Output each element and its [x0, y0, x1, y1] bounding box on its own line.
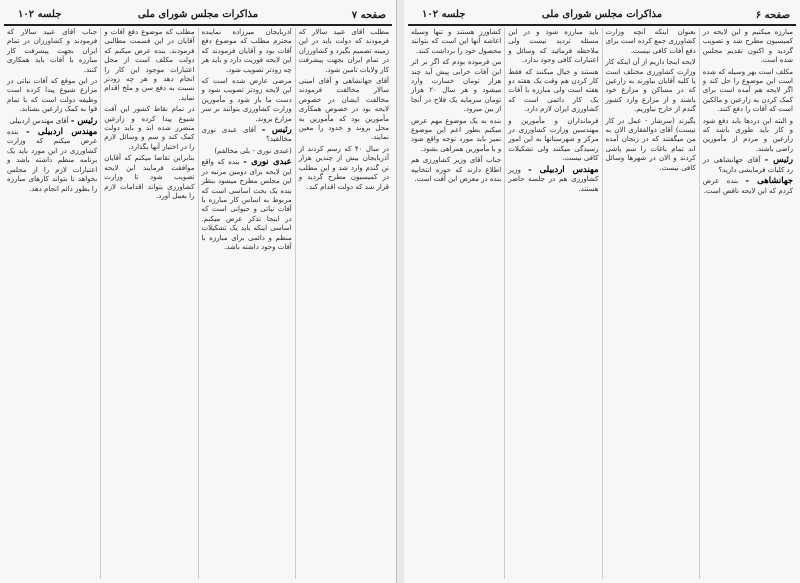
paragraph-text: مطلب آقای عبید سالار که فرمودند که دولت باید در این زمینه تصمیم بگیرد و کشاورزان در تمام ایران بجهت پیشرفت کار ولایات تامین شود. — [298, 28, 389, 74]
paragraph-text: بنده عرض میکنم که وزارت کشاورزی در این مورد باید یک برنامه منظم داشته باشد و اعتبارات لازم را از مجلس بخواهد تا بتواند کارهای مبارزه را بطور دائم انجام دهد. — [7, 128, 98, 193]
paragraph — [202, 126, 292, 145]
paragraph-text: مکلف است بهر وسیله که شده است این موضوع را حل کند و اگر لایحه هم آمده است برای کمک کردن به زارعین و مالکین است که آفات را دفع کنند. — [702, 67, 793, 114]
text-column — [699, 28, 796, 579]
paragraph — [7, 77, 97, 115]
paragraph-text: بنده عرض کردم که این لایحه ناقص است. — [702, 177, 793, 195]
paragraph — [299, 77, 389, 143]
text-column — [504, 28, 601, 579]
paragraph-text: بنده به یک موضوع مهم عرض میکنم بطور اعم این موضوع نمیر باید مورد توجه واقع شود و با مأمورین همراهی بشود. — [411, 116, 502, 153]
paragraph-text: مبارزه میکنیم و این لایحه در کمیسیون مطرح شد و تصویب گردید و اکنون تقدیم مجلس شده است. — [702, 28, 793, 65]
paragraph — [7, 128, 97, 194]
paragraph — [104, 105, 194, 152]
session-label: جلسه ۱۰۲ — [18, 9, 62, 20]
text-columns — [4, 28, 392, 579]
text-column — [198, 28, 295, 579]
paragraph-text: آذربایجان میرزاده نماینده محترم مطلب که موضوع دفع آفات بود و آقایان فرمودند که این لایحه فوریت دارد و باید هر چه زودتر تصویب شود. — [201, 28, 292, 74]
paragraph-text: در این موقع که آفات نباتی در مزارع شیوع پیدا کرده است وظیفه دولت است که با تمام قوا به کمک زارعین بشتابد. — [7, 77, 98, 114]
text-column — [100, 28, 197, 579]
paragraph — [104, 28, 194, 103]
text-column — [4, 28, 100, 579]
paragraph-text: آقای جهانشاهی در رد کلیات فرمایشی دارید؟ — [702, 156, 793, 174]
paragraph — [703, 28, 793, 66]
paragraph — [606, 117, 696, 173]
header-rule — [4, 24, 392, 26]
paragraph — [411, 58, 501, 114]
speaker-name: رئیس - — [70, 115, 98, 126]
paragraph — [7, 28, 97, 75]
speaker-name: عبدی نوری - — [243, 157, 292, 168]
speaker-name: جهانشاهی - — [745, 176, 793, 187]
paragraph — [703, 156, 793, 175]
publication-title: مذاکرات مجلس شورای ملی — [137, 9, 259, 20]
paragraph — [411, 28, 501, 56]
paragraph-text: وزیر کشاورزی هم در جلسه حاضر هستند. — [508, 165, 599, 193]
paragraph-text: در تمام نقاط کشور این آفت شیوع پیدا کرده و زارعین متضرر شده اند و باید دولت کمک کند و سم و وسائل لازم را در اختیار آنها بگذارد. — [104, 105, 195, 151]
speaker-name: رئیس - — [764, 155, 794, 166]
paragraph — [7, 117, 97, 126]
paragraph — [703, 68, 793, 115]
paragraph — [104, 154, 194, 201]
publication-title: مذاکرات مجلس شورای ملی — [541, 9, 663, 20]
paragraph — [703, 177, 793, 196]
paragraph-text: مطلب که موضوع دفع آفات و آقایان در این قسمت مطالبی فرمودند. بنده عرض میکنم که دولت مکلف است از محل اعتبارات موجود این کار را انجام دهد و هر چه زودتر نسبت به دفع سن و ملخ اقدام نماید. — [104, 28, 195, 102]
paragraph — [299, 28, 389, 75]
page-number: صفحه ۶ — [755, 10, 790, 21]
right-page — [404, 0, 800, 583]
speaker-name: مهندس اردبیلی - — [26, 127, 98, 138]
page-header — [408, 8, 796, 24]
page-header — [4, 8, 392, 24]
paragraph-text: هستند و خیال میکنند که فقط کار کردن هم وقت یک هفته دو هفته است ولی مبارزه با آفات یک کار دائمی است که کشاورزی ایران لازم دارد. — [508, 67, 599, 114]
paragraph — [508, 166, 598, 194]
speaker-name: رئیس - — [261, 125, 292, 136]
page-number: صفحه ۷ — [351, 10, 386, 21]
paragraph — [202, 77, 292, 124]
paragraph-text: (عبدی نوری - بلی مخالفم) — [214, 146, 292, 155]
speaker-name: مهندس اردبیلی - — [528, 164, 599, 175]
paragraph — [508, 28, 598, 66]
paragraph-text: آقای مهندس اردبیلی — [9, 116, 69, 125]
paragraph-text: مرضی عارض شده است که این لایحه زودتر تصویب شود و دست ما باز شود و مأمورین وزارت کشاورزی بتوانند بر سر مزارع بروند. — [201, 77, 292, 123]
paragraph-text: باید مبارزه شود و در این مسئله تردید نیست ولی ملاحظه فرمائید که وسائل و اعتبارات کافی وجود ندارد. — [508, 28, 599, 65]
paragraph-text: من فرموده بودم که اگر بر اثر این آفات خرابی پیش آید چند هزار تومان خسارت وارد میشود و هر سال ۲۰ هزار تومان سرمایه یک فلاح در آنجا از بین میرود. — [411, 58, 502, 114]
paragraph-text: بعنوان اینکه آنچه وزارت کشاورزی جمع کرده است برای دفع آفات کافی نیست. — [605, 28, 696, 55]
paragraph-text: جناب آقای عبید سالار که فرمودند و کشاورزان در تمام ایران بجهت پیشرفت کار مبارزه با آفات باید همکاری کنند. — [7, 28, 98, 74]
paragraph-text: و البته این دردها باید دفع شود و کار باید طوری باشد که زارعین و مردم از مأمورین راضی باشند. — [702, 116, 793, 153]
paragraph-text: بگیرند (سرشار - عمل در کار نیست) آقای ذوالفقاری الان به من میگفتند که در زنجان آمده اند تمام باغات را سم پاشی کردند و الان در شهرها وسائل کافی نیست. — [605, 116, 696, 172]
paragraph-text: جناب آقای وزیر کشاورزی هم اطلاع دارند که حوزه انتخابیه بنده در معرض این آفت است. — [411, 156, 502, 184]
paragraph — [299, 145, 389, 192]
text-columns — [408, 28, 796, 579]
paragraph-text: کشاورز هستند و تنها وسیله اعاشه آنها این است که بتوانند محصول خود را برداشت کنند. — [411, 28, 502, 55]
paragraph — [508, 117, 598, 164]
paragraph — [411, 117, 501, 155]
text-column — [602, 28, 699, 579]
paragraph — [606, 58, 696, 114]
paragraph — [202, 147, 292, 156]
paragraph-text: در سال ۴۰ که رسم کردند از آذربایجان بیش از چندین هزار تن گندم وارد شد و این مطلب در کمیسیون مطرح گردید و قرار شد که دولت اقدام کند. — [298, 144, 389, 191]
paragraph — [703, 117, 793, 155]
paragraph-text: بنده که واقع این لایحه برای دومین مرتبه در این مجلس مطرح میشود بنظر بنده یک بحث اساسی است که مربوط به اساس کار مبارزه با آفات نباتی و حیوانی است که در اینجا تذکر عرض میکنم. اساسی اینکه باید یک تشکیلات منظم و دائمی برای مبارزه با آفات وجود داشته باشد. — [201, 158, 292, 251]
paragraph — [606, 28, 696, 56]
paragraph-text: آقای جهانشاهی و آقای امینی سالار مخالفت فرمودند مخالفت ایشان در خصوص لایحه بود در خصوص همکاری مأمورین بود که مأمورین به محل بروند و حدود را معین نمایند. — [298, 77, 389, 142]
session-label: جلسه ۱۰۲ — [422, 9, 466, 20]
paragraph-text: لایحه اینجا داریم از آن اینکه کار وزارت کشاورزی مختلف است یا کلیه آقایان بیاورند به زارعین که در مساکن و مزارع خود باشند و از مزارع وارد کشور گندم از خارج نیاوریم. — [605, 58, 696, 114]
paragraph — [202, 158, 292, 252]
text-column — [408, 28, 504, 579]
paragraph-text: فرمانداران و مأمورین و مهندسین وزارت کشاورزی در مرکز و شهرستانها به این امور رسیدگی میکنند ولی تشکیلات کافی نیست. — [508, 116, 599, 163]
text-column — [295, 28, 392, 579]
header-rule — [408, 24, 796, 26]
paragraph — [411, 156, 501, 184]
paragraph-text: بنابراین تقاضا میکنم که آقایان موافقت فرمایند این لایحه تصویب شود تا وزارت کشاورزی بتواند اقدامات لازم را بعمل آورد. — [104, 154, 195, 200]
paragraph — [508, 68, 598, 115]
paragraph-text: آقای عبدی نوری مخالفید؟ — [201, 126, 292, 144]
paragraph — [202, 28, 292, 75]
left-page — [0, 0, 396, 583]
